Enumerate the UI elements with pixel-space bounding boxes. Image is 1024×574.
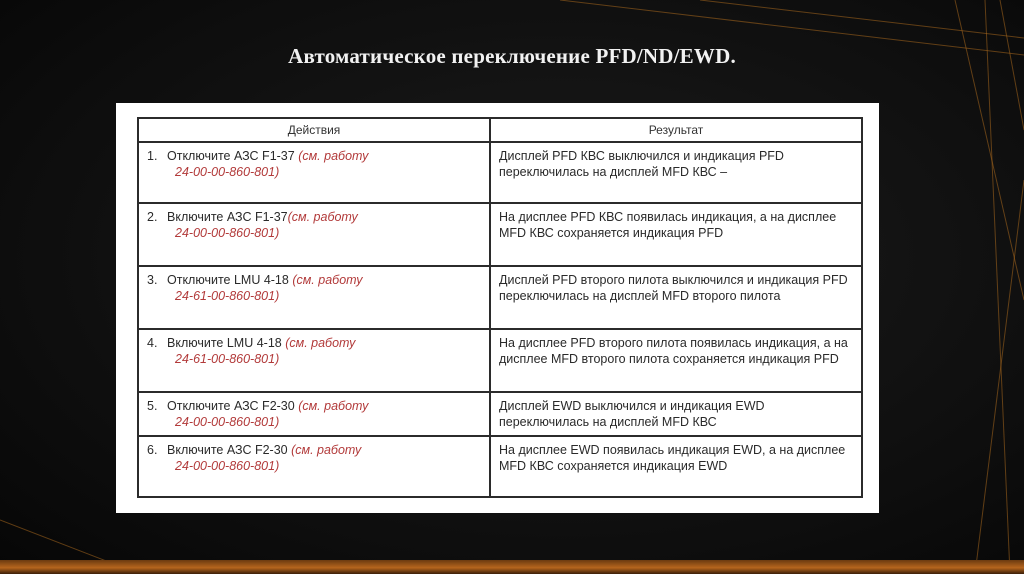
reference-note: (см. работу — [287, 210, 358, 224]
result-cell: На дисплее PFD КВС появилась индикация, а на дисплее MFD КВС сохраняется индикация PFD — [490, 203, 862, 266]
action-cell — [138, 266, 490, 329]
action-cell — [138, 142, 490, 203]
result-cell: На дисплее PFD второго пилота появилась индикация, а на дисплее MFD второго пилота сохраняется индикация PFD — [490, 329, 862, 392]
table-row — [138, 436, 862, 497]
action-text: Включите АЗС F2-30 — [167, 443, 288, 457]
table-row — [138, 392, 862, 436]
reference-code: 24-00-00-860-801) — [175, 459, 280, 473]
steps-table — [137, 117, 863, 498]
result-cell: Дисплей PFD второго пилота выключился и индикация PFD переключилась на дисплей MFD второго пилота — [490, 266, 862, 329]
reference-code: 24-00-00-860-801) — [175, 165, 280, 179]
step-number: 6. — [147, 443, 158, 457]
table-header-row — [138, 118, 862, 142]
action-cell — [138, 436, 490, 497]
step-number: 5. — [147, 399, 158, 413]
table-row — [138, 329, 862, 392]
reference-note: (см. работу — [285, 336, 356, 350]
reference-note: (см. работу — [291, 443, 362, 457]
reference-note: (см. работу — [298, 399, 369, 413]
step-number: 3. — [147, 273, 158, 287]
reference-code: 24-00-00-860-801) — [175, 226, 280, 240]
step-number: 1. — [147, 149, 158, 163]
reference-note: (см. работу — [292, 273, 363, 287]
reference-code: 24-61-00-860-801) — [175, 289, 280, 303]
table-row — [138, 266, 862, 329]
action-text: Отключите LMU 4-18 — [167, 273, 289, 287]
document-image — [116, 103, 879, 513]
table-row — [138, 142, 862, 203]
action-text: Включите АЗС F1-37 — [167, 210, 288, 224]
reference-note: (см. работу — [298, 149, 369, 163]
action-cell — [138, 203, 490, 266]
reference-code: 24-00-00-860-801) — [175, 415, 280, 429]
slide-title: Автоматическое переключение PFD/ND/EWD. — [288, 44, 736, 68]
header-result: Результат — [490, 118, 862, 142]
action-cell — [138, 392, 490, 436]
result-cell: Дисплей PFD КВС выключился и индикация PFD переключилась на дисплей MFD КВС – — [490, 142, 862, 203]
action-text: Включите LMU 4-18 — [167, 336, 282, 350]
table-row — [138, 203, 862, 266]
step-number: 4. — [147, 336, 158, 350]
header-actions: Действия — [138, 118, 490, 142]
action-text: Отключите АЗС F2-30 — [167, 399, 295, 413]
step-number: 2. — [147, 210, 158, 224]
result-cell: Дисплей EWD выключился и индикация EWD переключилась на дисплей MFD КВС — [490, 392, 862, 436]
bottom-accent-bar — [0, 560, 1024, 574]
result-cell: На дисплее EWD появилась индикация EWD, а на дисплее MFD КВС сохраняется индикация EWD — [490, 436, 862, 497]
reference-code: 24-61-00-860-801) — [175, 352, 280, 366]
action-cell — [138, 329, 490, 392]
action-text: Отключите АЗС F1-37 — [167, 149, 295, 163]
